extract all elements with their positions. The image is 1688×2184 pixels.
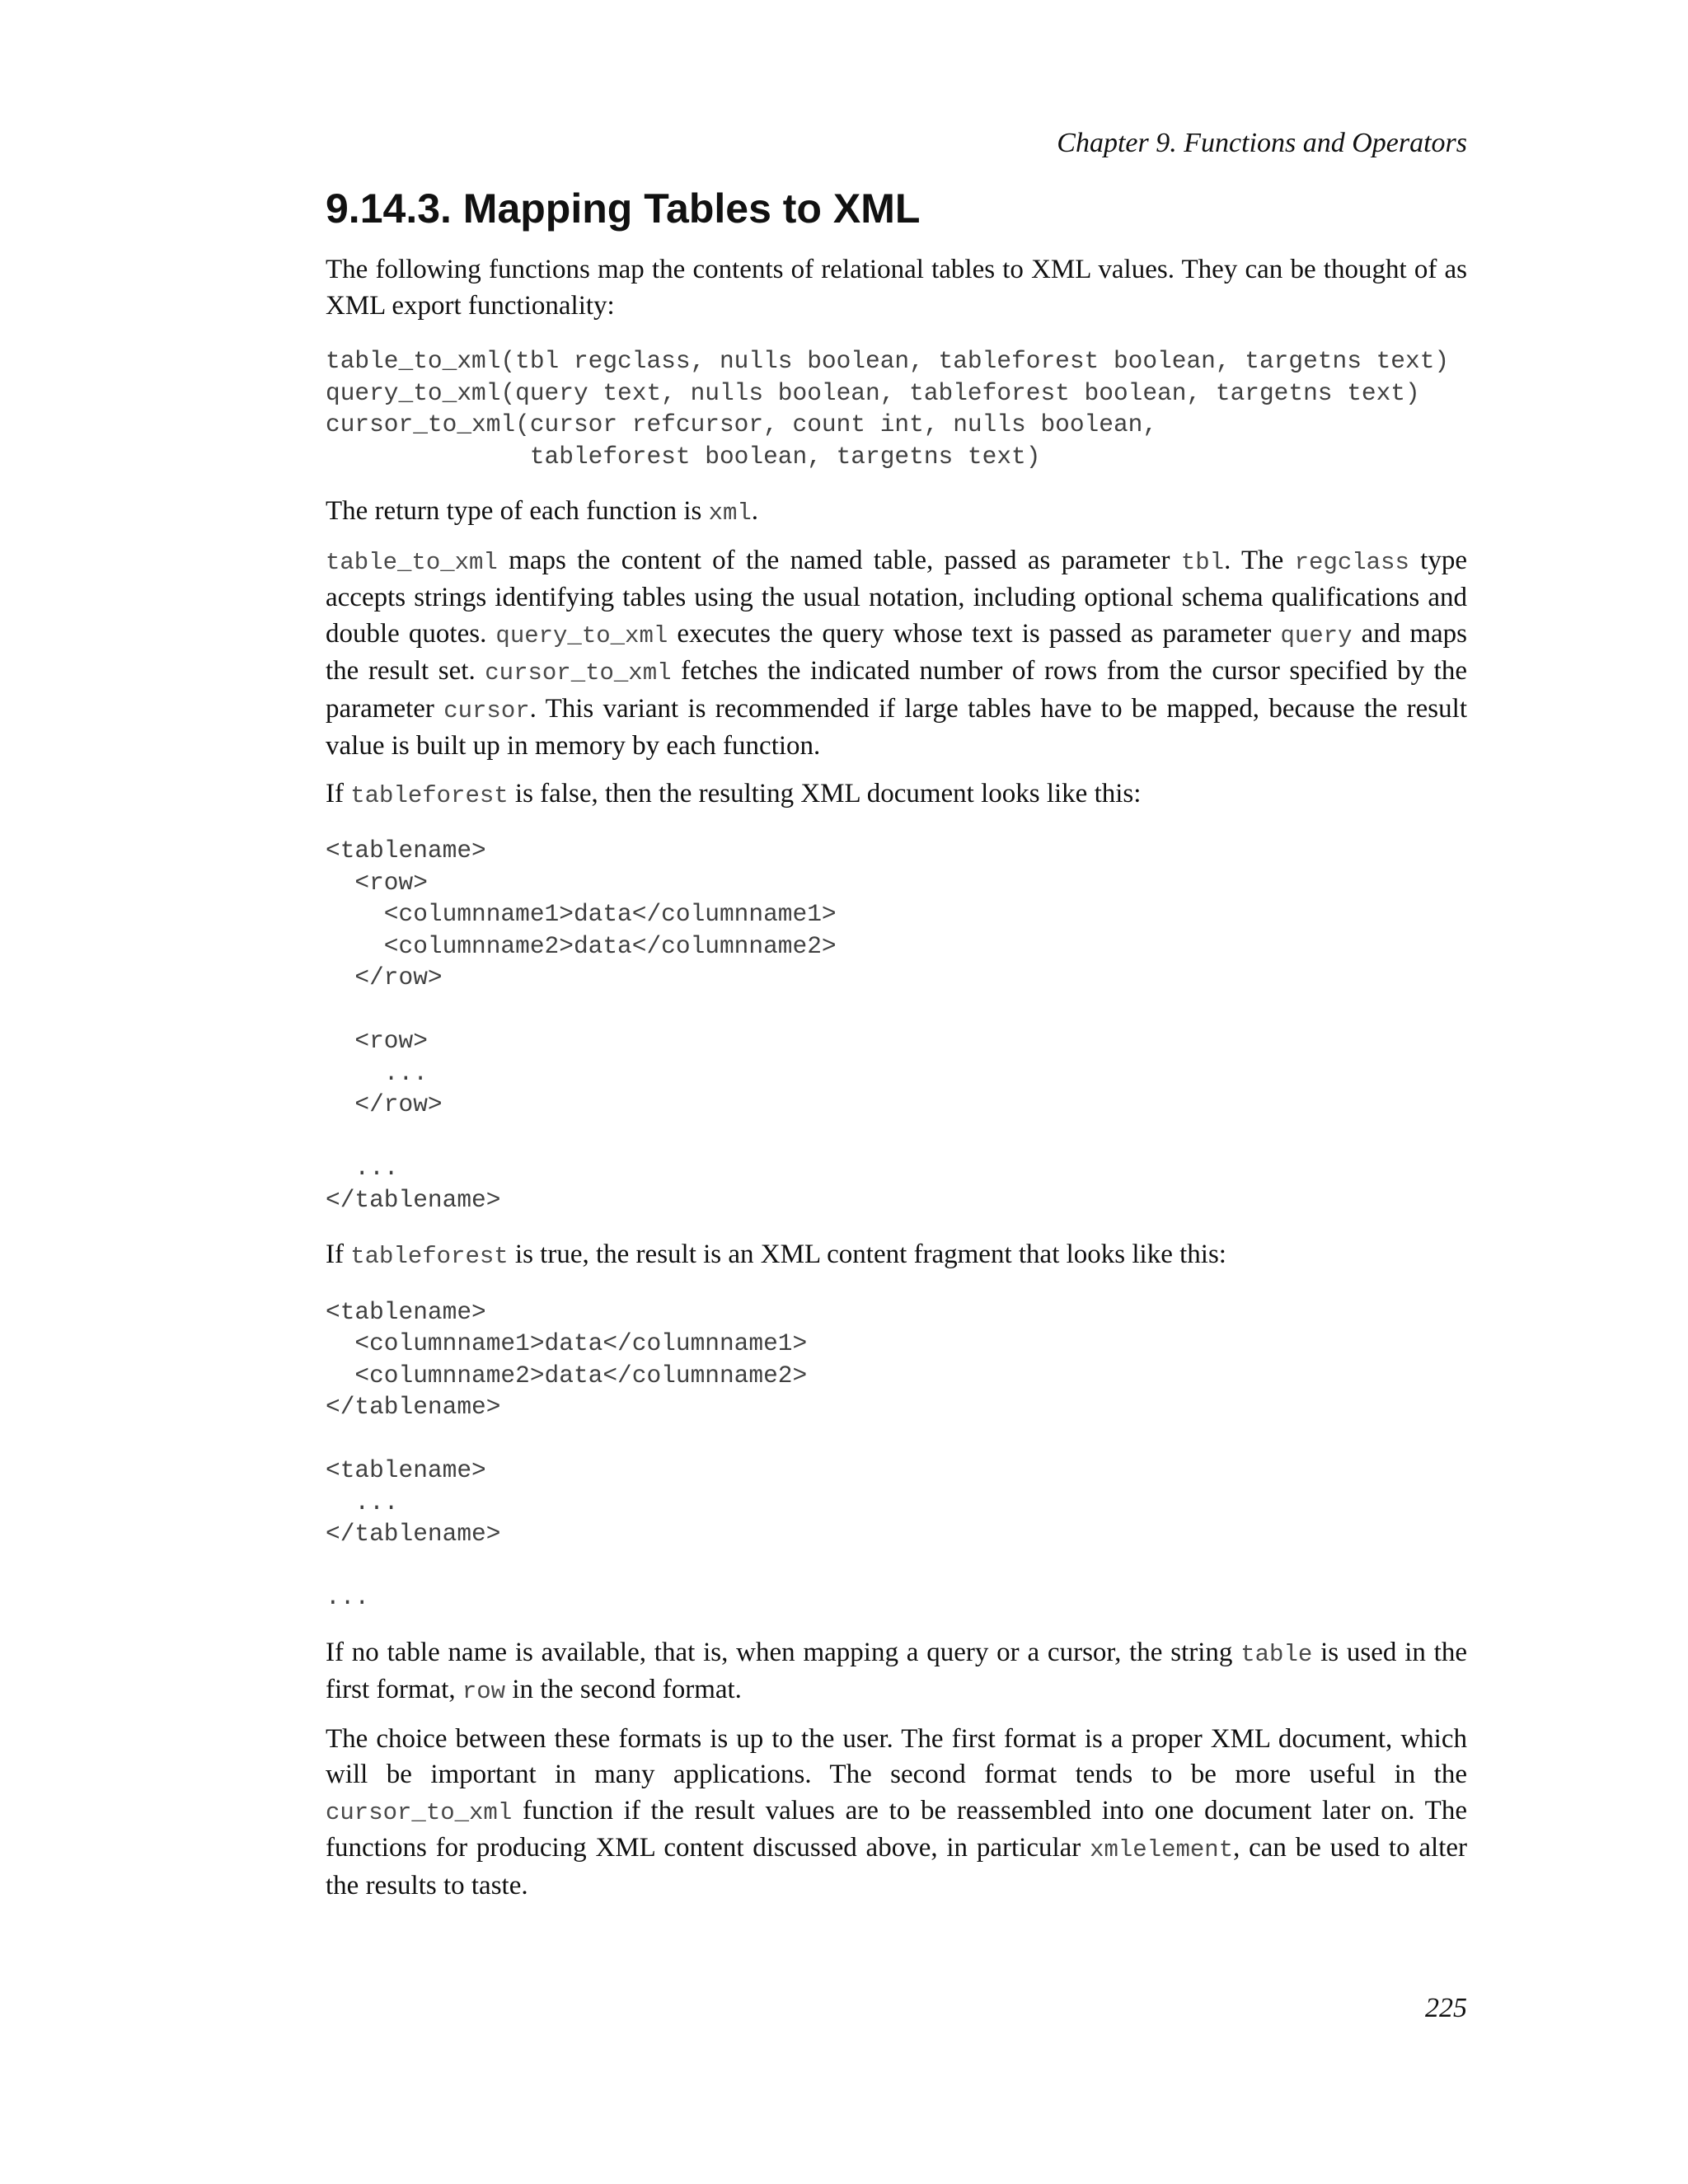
no-table-name-text-2: is used in the first format, [326,1637,1467,1704]
document-format-example: <tablename> <row> <columnname1>data</columnname1> <columnname2>data</columnname2> </row> <row> ... </row> ... </tablename> [326,837,837,1214]
no-table-name-paragraph [326,1635,1467,1710]
code-cursor: cursor [443,696,530,724]
format-choice-text-2: function if the result values are to be reassembled into one document later on. The functions for producing XML content discussed above, in particular [326,1795,1467,1863]
tableforest-true-text-2: is true, the result is an XML content fragment that looks like this: [508,1240,1226,1269]
description-text-5: and maps the result set. [326,618,1467,686]
return-type-paragraph [326,494,1467,532]
intro-paragraph: The following functions map the contents of relational tables to XML values. They can be thought of as XML export functionality: [326,255,1467,321]
page-number: 225 [1425,1993,1467,2023]
code-cursor-to-xml: cursor_to_xml [326,1798,513,1826]
return-type-code: xml [708,499,752,527]
no-table-name-text-3: in the second format. [505,1675,742,1704]
tableforest-true-text-1: If [326,1240,351,1269]
code-query-to-xml: query_to_xml [495,621,668,649]
format-choice-text-3: , can be used to alter the results to taste. [326,1833,1468,1900]
description-paragraph [326,543,1467,765]
code-regclass: regclass [1294,548,1409,576]
code-row: row [462,1678,506,1705]
tableforest-true-paragraph [326,1237,1467,1275]
running-header: Chapter 9. Functions and Operators [1057,128,1467,158]
description-text-1: maps the content of the named table, passed as parameter [497,545,1181,575]
description-text-4: executes the query whose text is passed as parameter [668,618,1281,649]
tableforest-false-paragraph [326,776,1467,814]
code-xmlelement: xmlelement [1090,1836,1234,1863]
description-text-7: . This variant is recommended if large tables have to be mapped, because the result value is built up in memory by each function. [326,693,1467,761]
description-text-3: type accepts strings identifying tables using the usual notation, including optional schema qualifications and double quotes. [326,545,1467,649]
code-tbl: tbl [1180,548,1225,576]
tableforest-false-text-1: If [326,778,351,808]
format-choice-paragraph [326,1722,1467,1905]
page-content [326,183,1467,1915]
code-query: query [1280,621,1353,649]
tableforest-false-text-2: is false, then the resulting XML document looks like this: [508,778,1142,808]
code-cursor-to-xml: cursor_to_xml [485,659,672,687]
fragment-format-example: <tablename> <columnname1>data</columnname1> <columnname2>data</columnname2> </tablename> <tablename> ... </tablename> ... [326,1297,808,1611]
code-tableforest: tableforest [350,1243,509,1270]
code-table: table [1240,1640,1313,1668]
description-text-2: . The [1224,545,1295,575]
return-type-period: . [751,496,759,526]
no-table-name-text-1: If no table name is available, that is, when mapping a query or a cursor, the string [326,1637,1241,1667]
function-signatures-code: table_to_xml(tbl regclass, nulls boolean, tableforest boolean, targetns text) query_to_xml(query text, nulls boolean, tableforest boolean, targetns text) cursor_to_xml(cursor refcursor, count int, nulls boolean, tableforest boolean, targetns text) [326,347,1450,471]
format-choice-text-1: The choice between these formats is up to the user. The first format is a proper XML document, which will be important in many applications. The second format tends to be more useful in the [326,1723,1467,1789]
description-text-6: fetches the indicated number of rows from the cursor specified by the parameter [326,656,1467,724]
code-table-to-xml: table_to_xml [326,548,498,576]
section-title: 9.14.3. Mapping Tables to XML [326,185,921,232]
code-tableforest: tableforest [350,781,509,809]
return-type-text: The return type of each function is [326,496,709,526]
